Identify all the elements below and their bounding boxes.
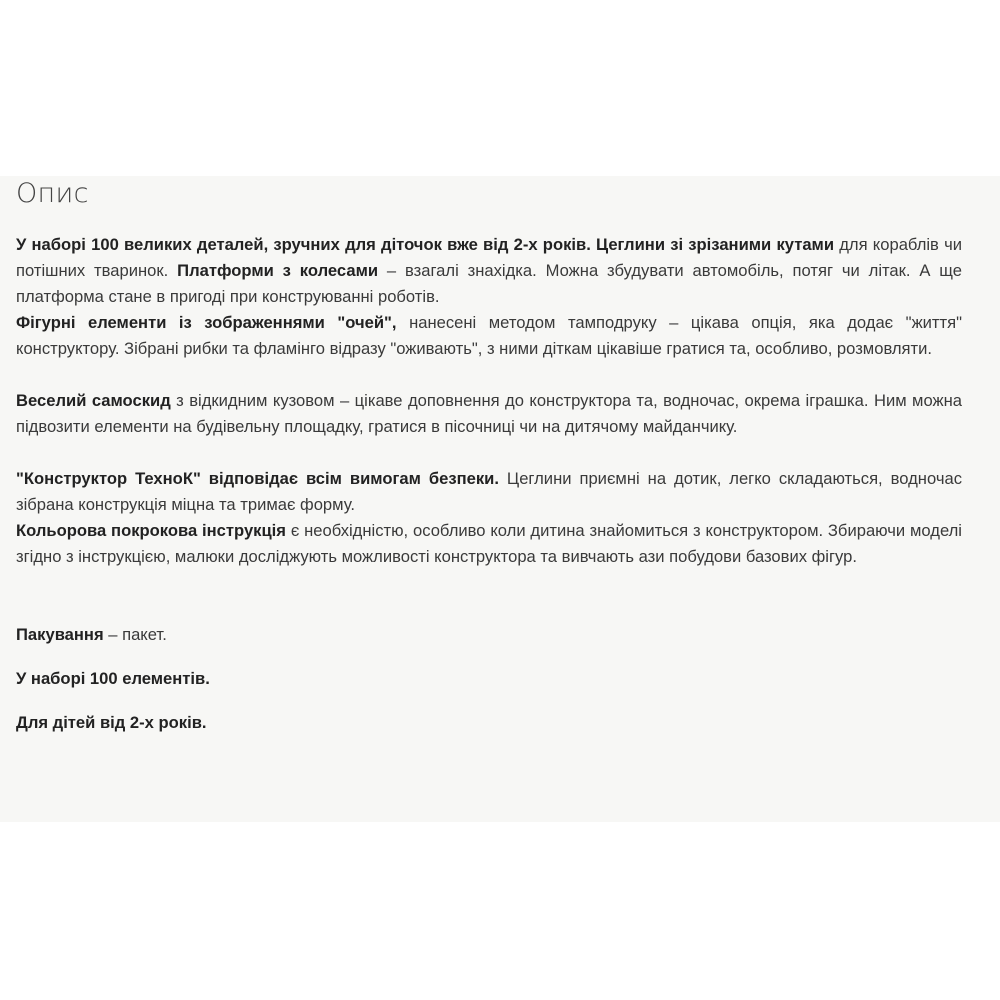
text: є необхідністю, особливо коли дитина знайомиться з конструктором. Збираючи моделі згідно з інструкцією, малюки досліджують можливості конструктора та вивчають ази побудови базових фігур. <box>16 521 962 566</box>
bold-text: "Конструктор ТехноК" відповідає всім вимогам безпеки. <box>16 469 499 488</box>
text: з відкидним кузовом – цікаве доповнення до конструктора та, водночас, окрема іграшка. Ним можна підвозити елементи на будівельну площадку, гратися в пісочниці чи на дитячому майданчику. <box>16 391 962 436</box>
packaging-value: – пакет. <box>103 625 167 644</box>
bold-text: Платформи з колесами <box>177 261 379 280</box>
text: для кораблів чи потішних тваринок. <box>16 235 962 280</box>
bold-text: Фігурні елементи із зображеннями "очей", <box>16 313 397 332</box>
text: нанесені методом тамподруку – цікава опція, яка додає "життя" конструктору. Зібрані рибки та фламінго відразу "оживають", з ними діткам цікавіше гратися та, особливо, розмовляти. <box>16 313 963 358</box>
text: – взагалі знахідка. Можна збудувати автомобіль, потяг чи літак. А ще платформа стане в пригоді при конструюванні роботів. <box>16 261 963 306</box>
bold-text: У наборі 100 великих деталей, зручних для діточок вже від 2-х років. Цеглини зі зрізаними кутами <box>16 235 835 254</box>
paragraph-dump-truck <box>16 388 962 440</box>
age-line: Для дітей від 2-х років. <box>16 713 207 732</box>
packaging-label: Пакування <box>16 625 104 644</box>
paragraph-eyes <box>16 310 962 362</box>
paragraph-instruction <box>16 518 962 570</box>
bold-text: Веселий самоскид <box>16 391 171 410</box>
description-content <box>16 176 962 736</box>
paragraph-safety <box>16 466 962 518</box>
set-count-line: У наборі 100 елементів. <box>16 669 210 688</box>
description-heading: Опис <box>16 178 89 209</box>
packaging-line <box>16 622 962 648</box>
text: Цеглини приємні на дотик, легко складаються, водночас зібрана конструкція міцна та тримає форму. <box>16 469 963 514</box>
paragraph-details <box>16 232 962 310</box>
bold-text: Кольорова покрокова інструкція <box>16 521 286 540</box>
description-panel <box>0 176 1000 822</box>
